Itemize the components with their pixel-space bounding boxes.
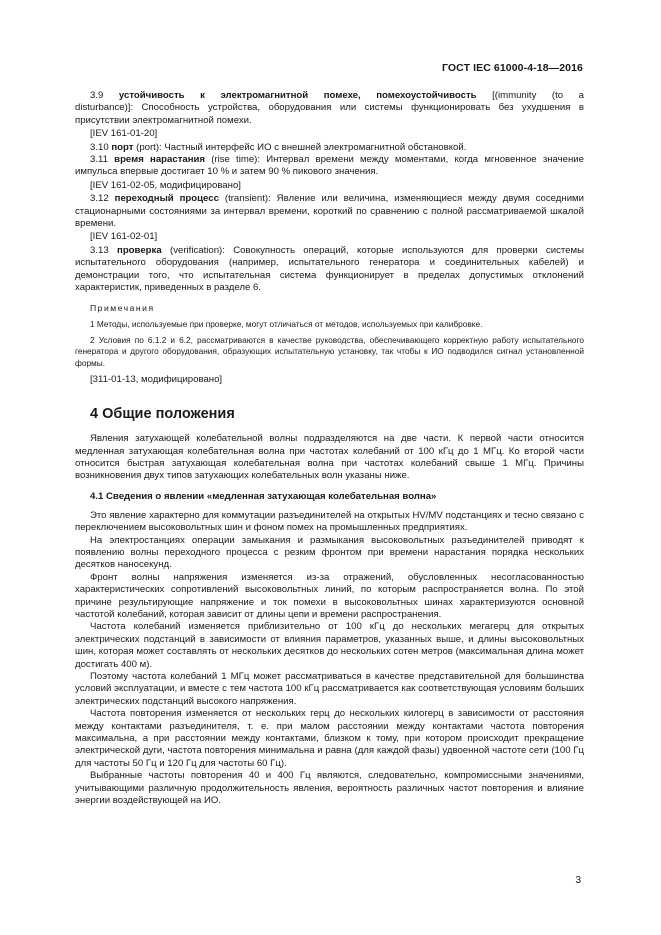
paragraph: На электростанциях операции замыкания и размыкания высоковольтных разъединителей приводят к появлению волны переходного процесса с резким фронтом при времени нарастания порядка нескольких десятков наносекунд. bbox=[75, 534, 584, 571]
term-english-start: [(immunity (to a bbox=[492, 90, 585, 101]
term-name: переходный процесс bbox=[114, 193, 219, 205]
paragraph: Поэтому частота колебаний 1 МГц может рассматриваться в качестве представительной для большинства условий эксплуатации, и вместе с тем частота 100 кГц рассматривается как соответствующая условиям больших электрических подстанций высокого напряжения. bbox=[75, 671, 584, 707]
term-number: 3.11 bbox=[90, 154, 108, 166]
term-name: время нарастания bbox=[114, 154, 206, 166]
term-number: 3.9 bbox=[90, 90, 104, 101]
term-definition: (verification): Совокупность операций, которые используются для проверки системы испытательного оборудования (например, испытательного генератора и соединительных кабелей) и демонстрации того, что испытательная система функционирует в пределах допустимых отклонений характеристик, приведенных в разделе 6. bbox=[75, 244, 584, 294]
note-1: 1 Методы, используемые при проверке, могут отличаться от методов, используемых при калибровке. bbox=[90, 318, 483, 329]
document-header: ГОСТ IEC 61000-4-18—2016 bbox=[441, 62, 583, 74]
term-number: 3.12 bbox=[90, 193, 109, 205]
term-3-9-ref: [IEV 161-01-20] bbox=[90, 128, 158, 140]
section-4-intro: Явления затухающей колебательной волны подразделяются на две части. К первой части относится медленная затухающая колебательная волна при частотах колебаний от 100 кГц до 1 МГц. Ко второй части относится быстрая затухающая колебательная волна при частотах колебаний свыше 1 МГц. Причины возникновения двух типов затухающих колебательных волн указаны ниже. bbox=[75, 433, 584, 482]
term-number: 3.10 bbox=[90, 141, 109, 153]
paragraph: Фронт волны напряжения изменяется из-за отражений, обусловленных несогласованностью характеристических сопротивлений высоковольтных линий, по которым распространяется волна. По этой причине результирующие напряжение и ток помехи в высоковольтных шинах характеризуются основной частотой колебаний, которая зависит от длины цепи и времени распространения. bbox=[75, 571, 584, 620]
note-2: 2 Условия по 6.1.2 и 6.2, рассматриваются в качестве руководства, обеспечивающего корректную работу испытательного генератора и другого оборудования, образующих испытательную установку, так чтобы к ИО подводился сигнал установленной формы. bbox=[75, 335, 584, 368]
term-3-10 bbox=[75, 142, 584, 154]
term-3-9-line1 bbox=[75, 90, 584, 102]
term-3-9-definition: disturbance)]: Способность устройства, оборудования или системы функционировать без ухудшения в присутствии электромагнитной помехи. bbox=[75, 102, 584, 126]
section-4-title: 4 Общие положения bbox=[90, 406, 235, 423]
notes-ref: [311-01-13, модифицировано] bbox=[90, 373, 223, 385]
term-number: 3.13 bbox=[90, 244, 109, 256]
page-number: 3 bbox=[575, 875, 581, 886]
subsection-4-1-title: 4.1 Сведения о явлении «медленная затухающая колебательная волна» bbox=[90, 490, 437, 502]
term-3-11-ref: [IEV 161-02-05, модифицировано] bbox=[90, 179, 241, 191]
term-definition: (transient): Явление или величина, изменяющиеся между двумя соседними стационарными состояниями за интервал времени, короткий по сравнению с полной рассматриваемой шкалой времени. bbox=[75, 193, 585, 230]
term-3-12 bbox=[75, 193, 584, 230]
term-name: устойчивость к электромагнитной помехе, помехоустойчивость bbox=[118, 90, 477, 101]
term-definition: (port): Частный интерфейс ИО с внешней электромагнитной обстановкой. bbox=[133, 141, 467, 153]
term-3-12-ref: [IEV 161-02-01] bbox=[90, 231, 158, 243]
document-body bbox=[75, 90, 584, 808]
paragraph: Выбранные частоты повторения 40 и 400 Гц являются, следовательно, компромиссными значениями, учитывающими различную продолжительность явления, вероятность различных частот повторения и влияние энергии воздействующей на ИО. bbox=[75, 770, 584, 807]
paragraph: Частота колебаний изменяется приблизительно от 100 кГц до нескольких мегагерц для открытых электрических подстанций в зависимости от влияния параметров, указанных выше, и длины высоковольтных шин, которая может составлять от нескольких десятков до нескольких сотен метров (максимальная длина может достигать 400 м). bbox=[75, 621, 584, 670]
term-3-13 bbox=[75, 245, 584, 295]
term-name: порт bbox=[111, 141, 134, 153]
term-name: проверка bbox=[117, 244, 162, 256]
term-definition: (rise time): Интервал времени между моментами, когда мгновенное значение импульса впервые достигает 10 % и затем 90 % пикового значения. bbox=[75, 154, 584, 178]
term-3-11 bbox=[75, 154, 584, 179]
paragraph: Частота повторения изменяется от нескольких герц до нескольких килогерц в зависимости от расстояния между контактами разъединителя, т. е. при малом расстоянии между контактами частота повторения максимальна, а при расстоянии между контактами, близком к тому, при котором происходит прекращение электрической дуги, частота повторения минимальна и равна (для каждой фазы) удвоенной частоте сети (100 Гц для частоты 50 Гц и 120 Гц для частоты 60 Гц). bbox=[75, 708, 584, 769]
notes-title: Примечания bbox=[90, 302, 155, 313]
paragraph: Это явление характерно для коммутации разъединителей на открытых HV/MV подстанциях и тесно связано с переключением высоковольтных шин и фоном помех на промышленных предприятиях. bbox=[75, 509, 584, 534]
